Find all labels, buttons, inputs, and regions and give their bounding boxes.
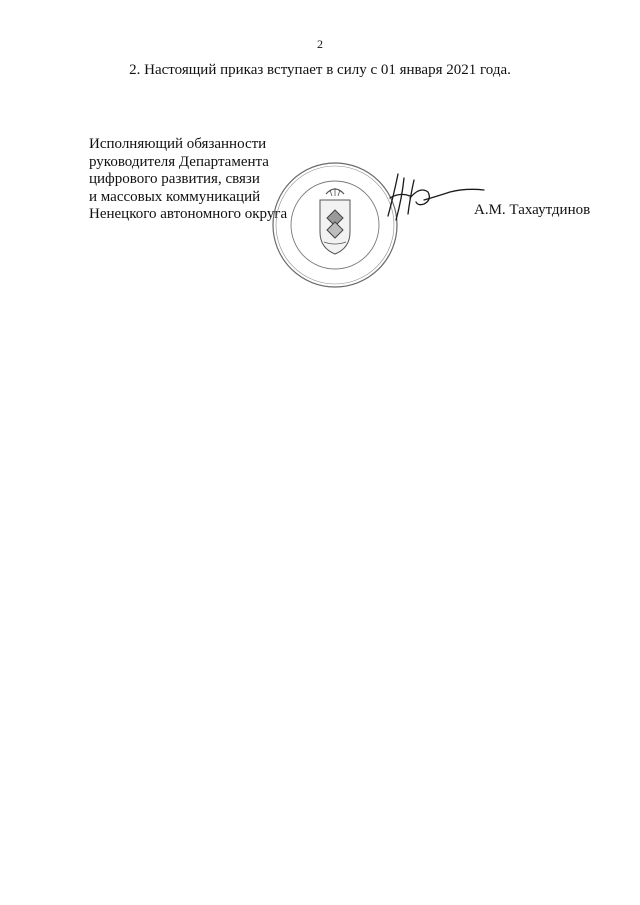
page-number: 2 (317, 37, 323, 51)
signer-name: А.М. Тахаутдинов (474, 202, 591, 218)
signer-position (89, 136, 299, 224)
order-paragraph-2: 2. Настоящий приказ вступает в силу с 01 января 2021 года. (129, 62, 511, 78)
coat-of-arms-icon (320, 188, 350, 254)
signer-position-line: руководителя Департамента (89, 153, 269, 170)
signer-position-line: Исполняющий обязанности (89, 136, 267, 152)
signer-position-line: Ненецкого автономного округа (89, 206, 288, 222)
handwritten-signature (380, 170, 490, 230)
signer-position-line: и массовых коммуникаций (89, 188, 261, 205)
signer-position-line: цифрового развития, связи (89, 171, 260, 187)
